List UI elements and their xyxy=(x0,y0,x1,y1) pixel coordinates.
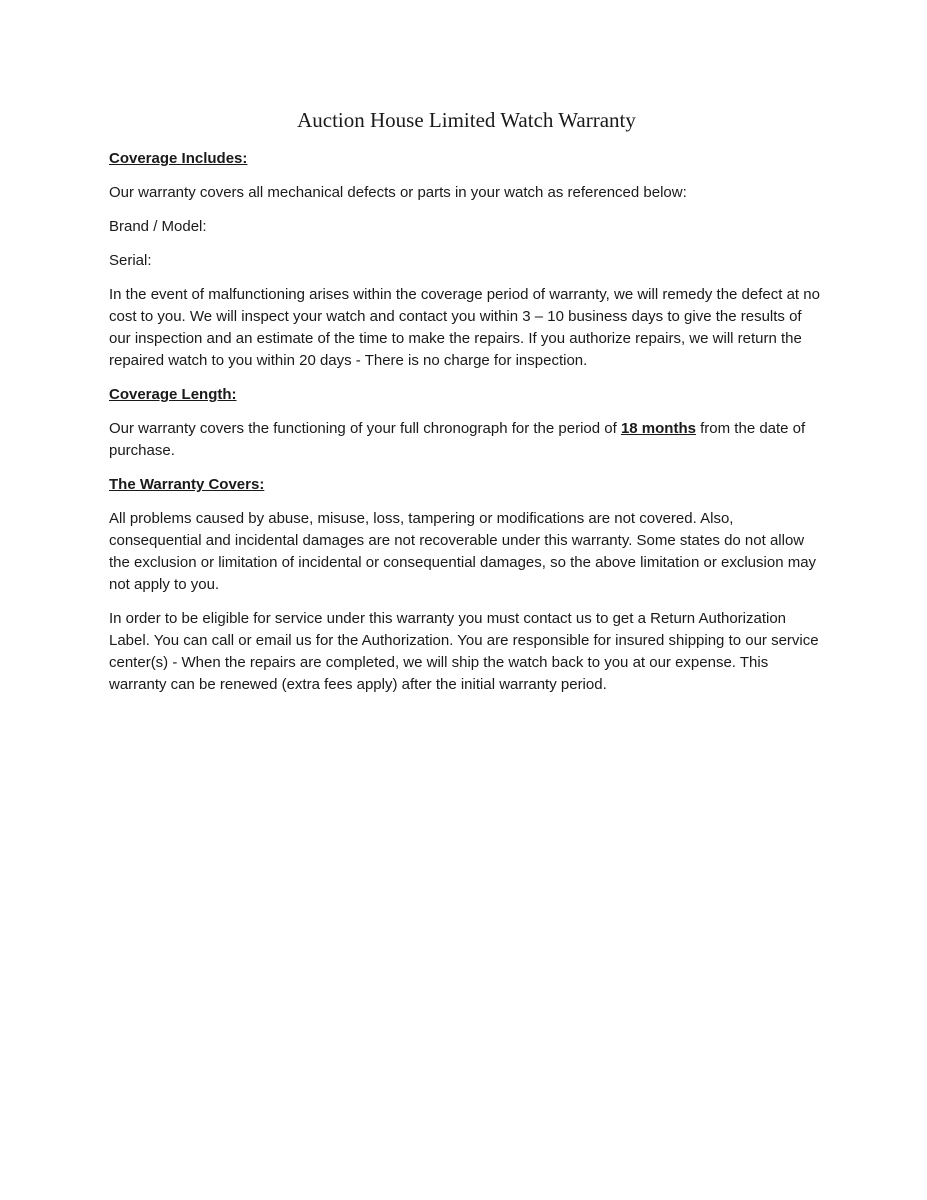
document-body xyxy=(109,106,824,708)
coverage-length-heading: Coverage Length: xyxy=(109,386,237,403)
service-paragraph: In order to be eligible for service under this warranty you must contact us to get a Return Authorization Label. You can call or email us for the Authorization. You are responsible for insured shipping to our service center(s) - When the repairs are completed, we will ship the watch back to you at our expense. This warranty can be renewed (extra fees apply) after the initial warranty period. xyxy=(109,610,819,693)
coverage-length-paragraph xyxy=(109,418,824,462)
exclusions-paragraph: All problems caused by abuse, misuse, loss, tampering or modifications are not covered. Also, consequential and incidental damages are not recoverable under this warranty. Some states do not allow the exclusion or limitation of incidental or consequential damages, so the above limitation or exclusion may not apply to you. xyxy=(109,510,817,593)
coverage-intro: Our warranty covers all mechanical defects or parts in your watch as referenced below: xyxy=(109,184,687,201)
brand-model-label: Brand / Model: xyxy=(109,218,207,235)
coverage-period: 18 months xyxy=(620,420,696,437)
serial-label: Serial: xyxy=(109,252,152,269)
remedy-paragraph: In the event of malfunctioning arises within the coverage period of warranty, we will remedy the defect at no cost to you. We will inspect your watch and contact you within 3 – 10 business days to give the results of our inspection and an estimate of the time to make the repairs. If you authorize repairs, we will return the repaired watch to you within 20 days - There is no charge for inspection. xyxy=(109,286,820,369)
coverage-includes-heading: Coverage Includes: xyxy=(109,150,248,167)
coverage-length-text-before: Our warranty covers the functioning of your full chronograph for the period of xyxy=(109,420,621,437)
warranty-covers-heading: The Warranty Covers: xyxy=(109,476,265,493)
document-title: Auction House Limited Watch Warranty xyxy=(297,108,636,132)
coverage-length-text-after: from the date of purchase. xyxy=(109,420,806,459)
